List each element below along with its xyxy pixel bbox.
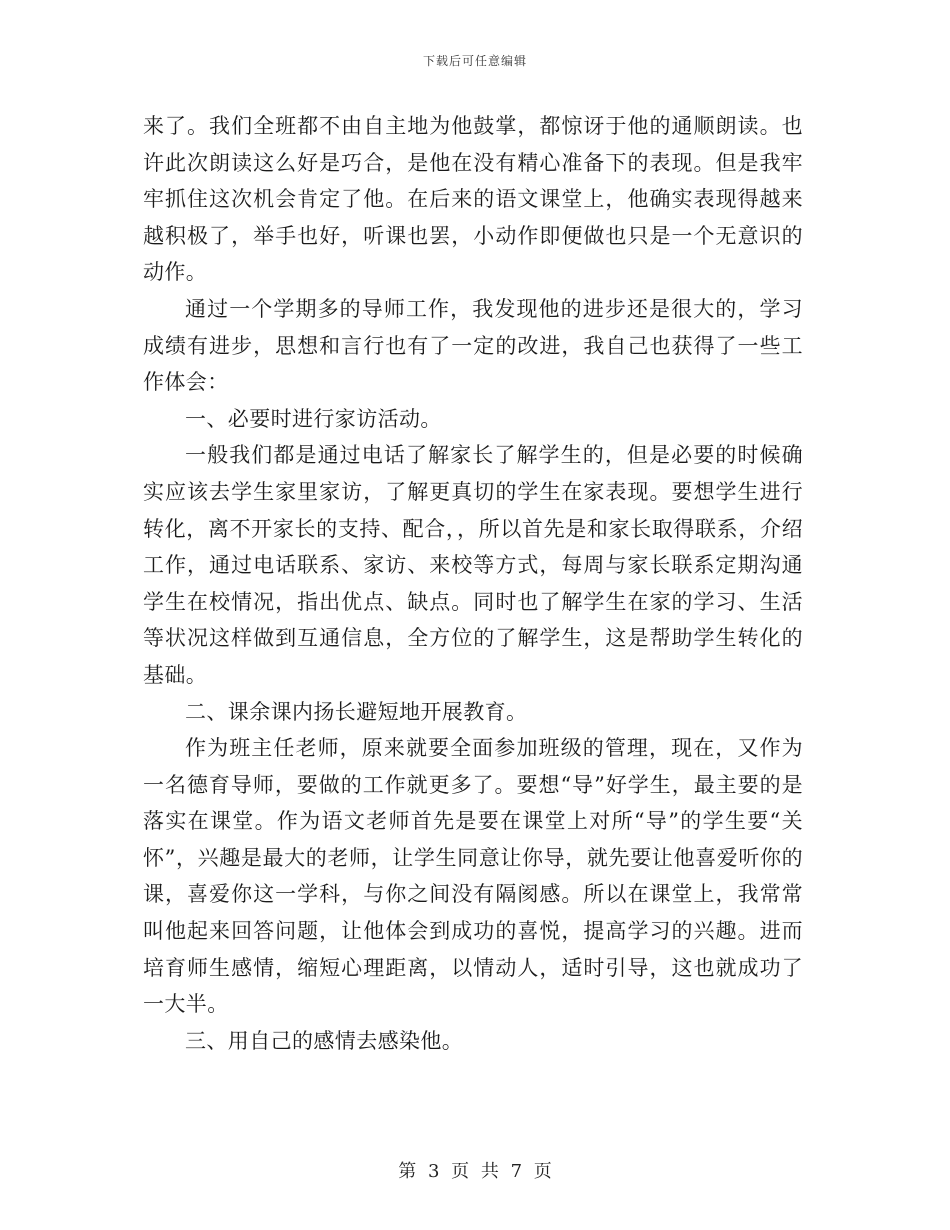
paragraph-home-visit: 一般我们都是通过电话了解家长了解学生的，但是必要的时候确实应该去学生家里家访，了解更真切的学生在家表现。要想学生进行转化，离不开家长的支持、配合，，所以首先是和家长取得联系，介绍工作，通过电话联系、家访、来校等方式，每周与家长联系定期沟通学生在校情况，指出优点、缺点。同时也了解学生在家的学习、生活等状况这样做到互通信息，全方位的了解学生，这是帮助学生转化的基础。 <box>143 443 803 687</box>
paragraph-classroom: 作为班主任老师，原来就要全面参加班级的管理，现在，又作为一名德育导师，要做的工作就更多了。要想“导”好学生，最主要的是落实在课堂。作为语文老师首先是要在课堂上对所“导”的学生要“关怀”，兴趣是最大的老师，让学生同意让你导，就先要让他喜爱听你的课，喜爱你这一学科，与你之间没有隔阂感。所以在课堂上，我常常叫他起来回答问题，让他体会到成功的喜悦，提高学习的兴趣。进而培育师生感情，缩短心理距离，以情动人，适时引导，这也就成功了一大半。 <box>143 736 803 1017</box>
paragraph-continuation: 来了。我们全班都不由自主地为他鼓掌，都惊讶于他的通顺朗读。也许此次朗读这么好是巧合，是他在没有精心准备下的表现。但是我牢牢抓住这次机会肯定了他。在后来的语文课堂上，他确实表现得越来越积极了，举手也好，听课也罢，小动作即便做也只是一个无意识的动作。 <box>143 114 803 285</box>
paragraph-summary: 通过一个学期多的导师工作，我发现他的进步还是很大的，学习成绩有进步，思想和言行也有了一定的改进，我自己也获得了一些工作体会： <box>143 296 803 395</box>
section-heading-home-visit: 一、必要时进行家访活动。 <box>185 406 442 431</box>
page-header: 下载后可任意编辑 <box>422 54 527 68</box>
section-heading-classroom: 二、课余课内扬长避短地开展教育。 <box>185 699 528 724</box>
document-body <box>143 108 803 1059</box>
page-footer: 第 3 页 共 7 页 <box>398 1161 552 1182</box>
section-heading-emotion: 三、用自己的感情去感染他。 <box>185 1028 464 1053</box>
